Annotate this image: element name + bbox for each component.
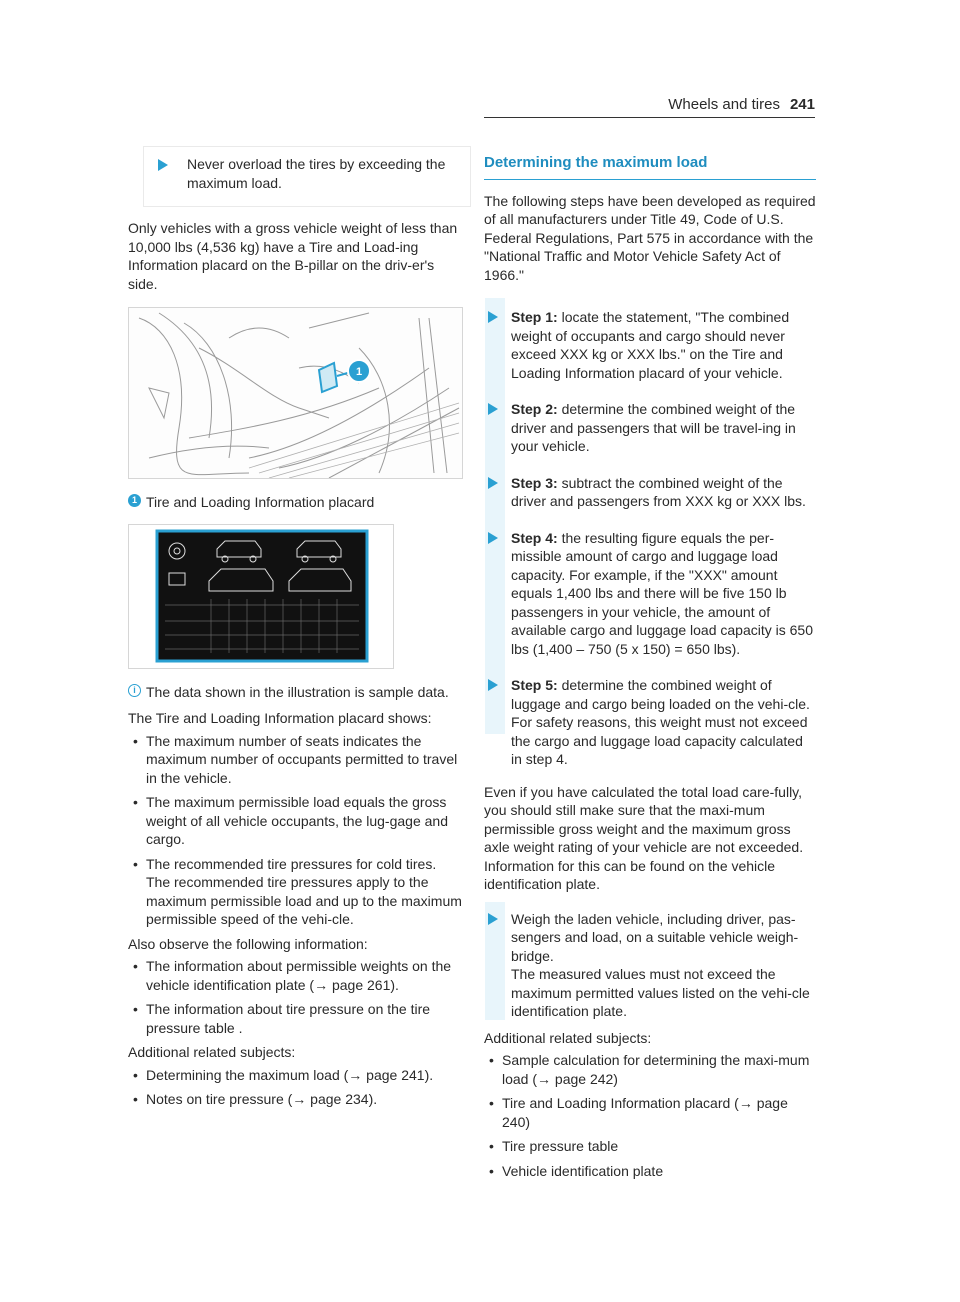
steps-list	[484, 298, 816, 769]
left-column	[128, 146, 463, 1115]
step-text: locate the statement, "The combined weight of occupants and cargo should never exceed XXX kg or XXX lbs." on the Tire and Loading Information placard of your vehicle.	[511, 309, 790, 381]
action-arrow-icon	[158, 159, 168, 171]
even-paragraph: Even if you have calculated the total load care-fully, you should still make sure that the maxi-mum permissible gross weight and the maximum gross axle weight rating of your vehicle are not exceeded. Information for this can be found on the vehicle identification plate.	[484, 783, 804, 892]
intro-paragraph: Only vehicles with a gross vehicle weight of less than 10,000 lbs (4,536 kg) have a Tire and Load-ing Information placard on the B-pillar on the driv-er's side.	[128, 220, 458, 292]
right-column	[484, 154, 816, 1186]
step-label: Step 4:	[511, 529, 558, 546]
related-link[interactable]: • Tire pressure table	[484, 1137, 816, 1156]
b-pillar-illustration	[128, 307, 463, 479]
step-label: Step 2:	[511, 401, 558, 417]
page-number: 241	[789, 96, 815, 113]
action-arrow-icon	[488, 913, 498, 925]
related-list	[128, 1066, 463, 1109]
note-text: The data shown in the illustration is sample data.	[146, 683, 449, 700]
related-link[interactable]: • Tire and Loading Information placard (→ page 240)	[484, 1094, 816, 1131]
list-item: • The recommended tire pressures for cold tires. The recommended tire pressures apply to the maximum permissible load and up to the maximum permissible speed of the vehi-cle.	[128, 855, 463, 929]
action-arrow-icon	[488, 679, 498, 691]
right-intro: The following steps have been developed as required of all manufacturers under Title 49, Code of U.S. Federal Regulations, Part 575 in accordance with the "National Traffic and Motor Vehicle Safety Act of 1966."	[484, 192, 816, 283]
figure-caption-text: Tire and Loading Information placard	[146, 494, 375, 510]
section-title: Wheels and tires	[668, 96, 780, 113]
warning-text: Never overload the tires by exceeding the maximum load.	[187, 156, 446, 191]
step-1	[484, 298, 816, 382]
related-list	[484, 1051, 816, 1180]
svg-text:1: 1	[355, 366, 363, 378]
shows-list	[128, 732, 463, 929]
weigh-text-2: The measured values must not exceed the maximum permitted values listed on the vehi-cle identification plate.	[511, 966, 810, 1019]
action-arrow-icon	[488, 311, 498, 323]
weigh-text: Weigh the laden vehicle, including driver, pas-sengers and load, on a suitable vehicle weigh-bridge.	[511, 910, 799, 964]
step-text: determine the combined weight of the driver and passengers that will be travel-ing in your vehicle.	[511, 401, 796, 454]
step-4	[484, 529, 816, 659]
callout-1-badge: 1	[128, 494, 141, 507]
step-label: Step 1:	[511, 309, 558, 325]
step-text: determine the combined weight of luggage and cargo being loaded on the vehi-cle. For safety reasons, this weight must not exceed the cargo and luggage load capacity calculated in step 4.	[511, 677, 810, 767]
placard-drawing	[129, 525, 393, 668]
header-rule	[484, 117, 815, 118]
step-text: subtract the combined weight of the driver and passengers from XXX kg or XXX lbs.	[511, 474, 806, 509]
warning-box	[143, 146, 471, 207]
step-label: Step 3:	[511, 474, 558, 491]
action-arrow-icon	[488, 403, 498, 415]
related-link[interactable]: • Sample calculation for determining the maxi-mum load (→ page 242)	[484, 1051, 816, 1088]
heading-rule	[484, 179, 816, 180]
list-item: • The maximum number of seats indicates the maximum number of occupants permitted to travel in the vehicle.	[128, 732, 463, 788]
step-label: Step 5:	[511, 677, 558, 693]
related-link[interactable]: • Notes on tire pressure (→ page 234).	[128, 1090, 463, 1109]
step-3	[484, 474, 816, 511]
sample-data-note	[128, 683, 463, 702]
info-icon: i	[128, 684, 141, 697]
list-item[interactable]: • The information about permissible weights on the vehicle identification plate (→ page 261).	[128, 957, 463, 994]
step-2	[484, 400, 816, 456]
weigh-step	[484, 910, 816, 1021]
figure-caption	[128, 493, 463, 512]
step-text: the resulting figure equals the per-missible amount of cargo and luggage load capacity. For example, if the "XXX" amount equals 1,400 lbs and there will be five 150 lb passengers in your vehicle, the amount of available cargo and luggage load capacity is 650 lbs (1,400 – 750 (5 x 150) = 650 lbs).	[511, 529, 813, 657]
related-link[interactable]: • Vehicle identification plate	[484, 1162, 816, 1181]
running-header	[668, 96, 815, 113]
b-pillar-drawing	[129, 308, 462, 478]
section-heading: Determining the maximum load	[484, 154, 708, 171]
related-heading: Additional related subjects:	[484, 1029, 652, 1046]
related-heading: Additional related subjects:	[128, 1044, 296, 1060]
observe-heading: Also observe the following information:	[128, 935, 368, 952]
observe-list	[128, 957, 463, 1037]
placard-illustration	[128, 524, 394, 669]
shows-heading: The Tire and Loading Information placard shows:	[128, 710, 432, 726]
step-5	[484, 676, 816, 769]
related-link[interactable]: • Determining the maximum load (→ page 241).	[128, 1066, 463, 1085]
list-item: • The information about tire pressure on the tire pressure table .	[128, 1000, 463, 1037]
action-arrow-icon	[488, 477, 498, 489]
list-item: • The maximum permissible load equals the gross weight of all vehicle occupants, the lug-gage and cargo.	[128, 793, 463, 849]
action-arrow-icon	[488, 532, 498, 544]
